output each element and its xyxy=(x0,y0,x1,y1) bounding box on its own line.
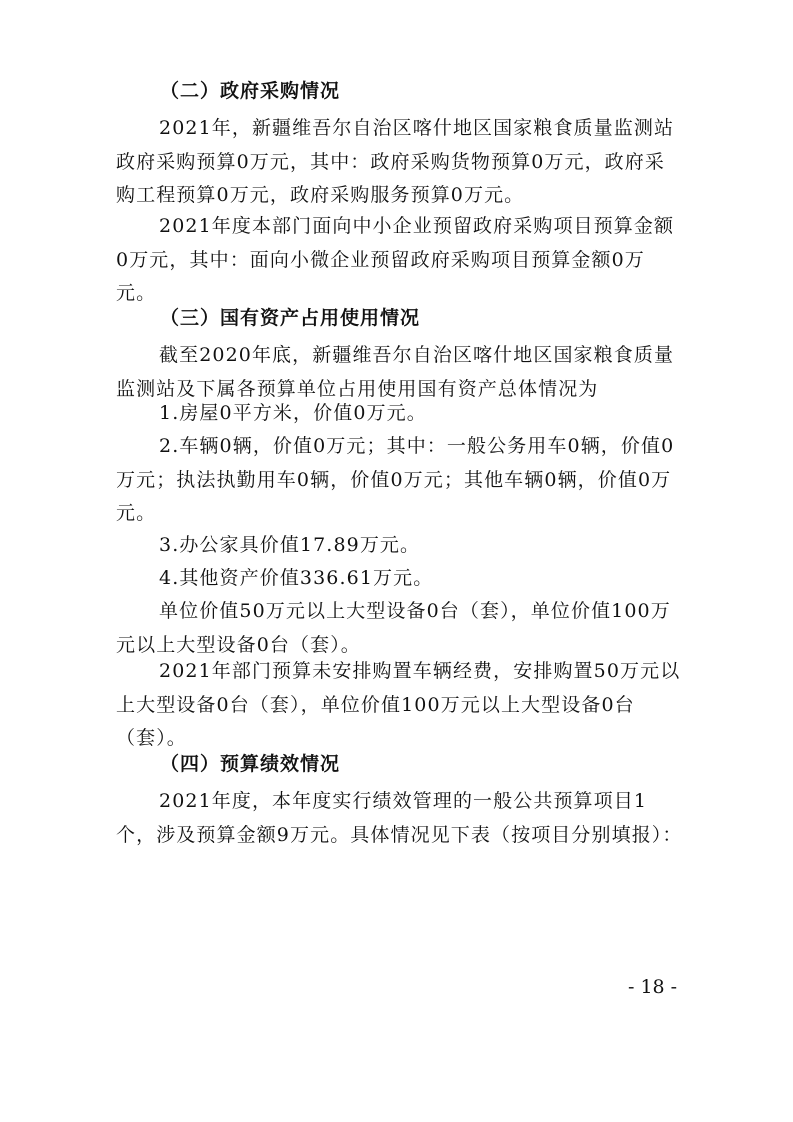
list-item-vehicles: 2.车辆0辆，价值0万元；其中：一般公务用车0辆，价值0万元；执法执勤用车0辆，价值0万元；其他车辆0辆，价值0万元。 xyxy=(116,435,675,524)
list-item-other-assets: 4.其他资产价值336.61万元。 xyxy=(159,567,434,589)
page-number: - 18 - xyxy=(628,976,678,998)
section-heading-performance: （四）预算绩效情况 xyxy=(160,753,341,775)
paragraph-gov-procurement-budget: 2021年，新疆维吾尔自治区喀什地区国家粮食质量监测站政府采购预算0万元，其中：政府采购货物预算0万元，政府采购工程预算0万元，政府采购服务预算0万元。 xyxy=(116,117,675,206)
paragraph-sme-reserved-budget: 2021年度本部门面向中小企业预留政府采购项目预算金额0万元，其中：面向小微企业预留政府采购项目预算金额0万元。 xyxy=(116,215,675,304)
paragraph-large-equipment: 单位价值50万元以上大型设备0台（套），单位价值100万元以上大型设备0台（套）。 xyxy=(116,600,671,656)
paragraph-performance: 2021年度，本年度实行绩效管理的一般公共预算项目1个，涉及预算金额9万元。具体情况见下表（按项目分别填报）： xyxy=(116,790,683,846)
paragraph-assets-intro: 截至2020年底，新疆维吾尔自治区喀什地区国家粮食质量监测站及下属各预算单位占用使用国有资产总体情况为 xyxy=(116,344,675,400)
section-heading-state-assets: （三）国有资产占用使用情况 xyxy=(160,307,421,329)
list-item-furniture: 3.办公家具价值17.89万元。 xyxy=(159,534,421,556)
list-item-housing: 1.房屋0平方米，价值0万元。 xyxy=(159,402,427,424)
section-heading-gov-procurement: （二）政府采购情况 xyxy=(160,80,341,102)
paragraph-purchase-plan: 2021年部门预算未安排购置车辆经费，安排购置50万元以上大型设备0台（套），单位价值100万元以上大型设备0台（套）。 xyxy=(116,660,681,749)
